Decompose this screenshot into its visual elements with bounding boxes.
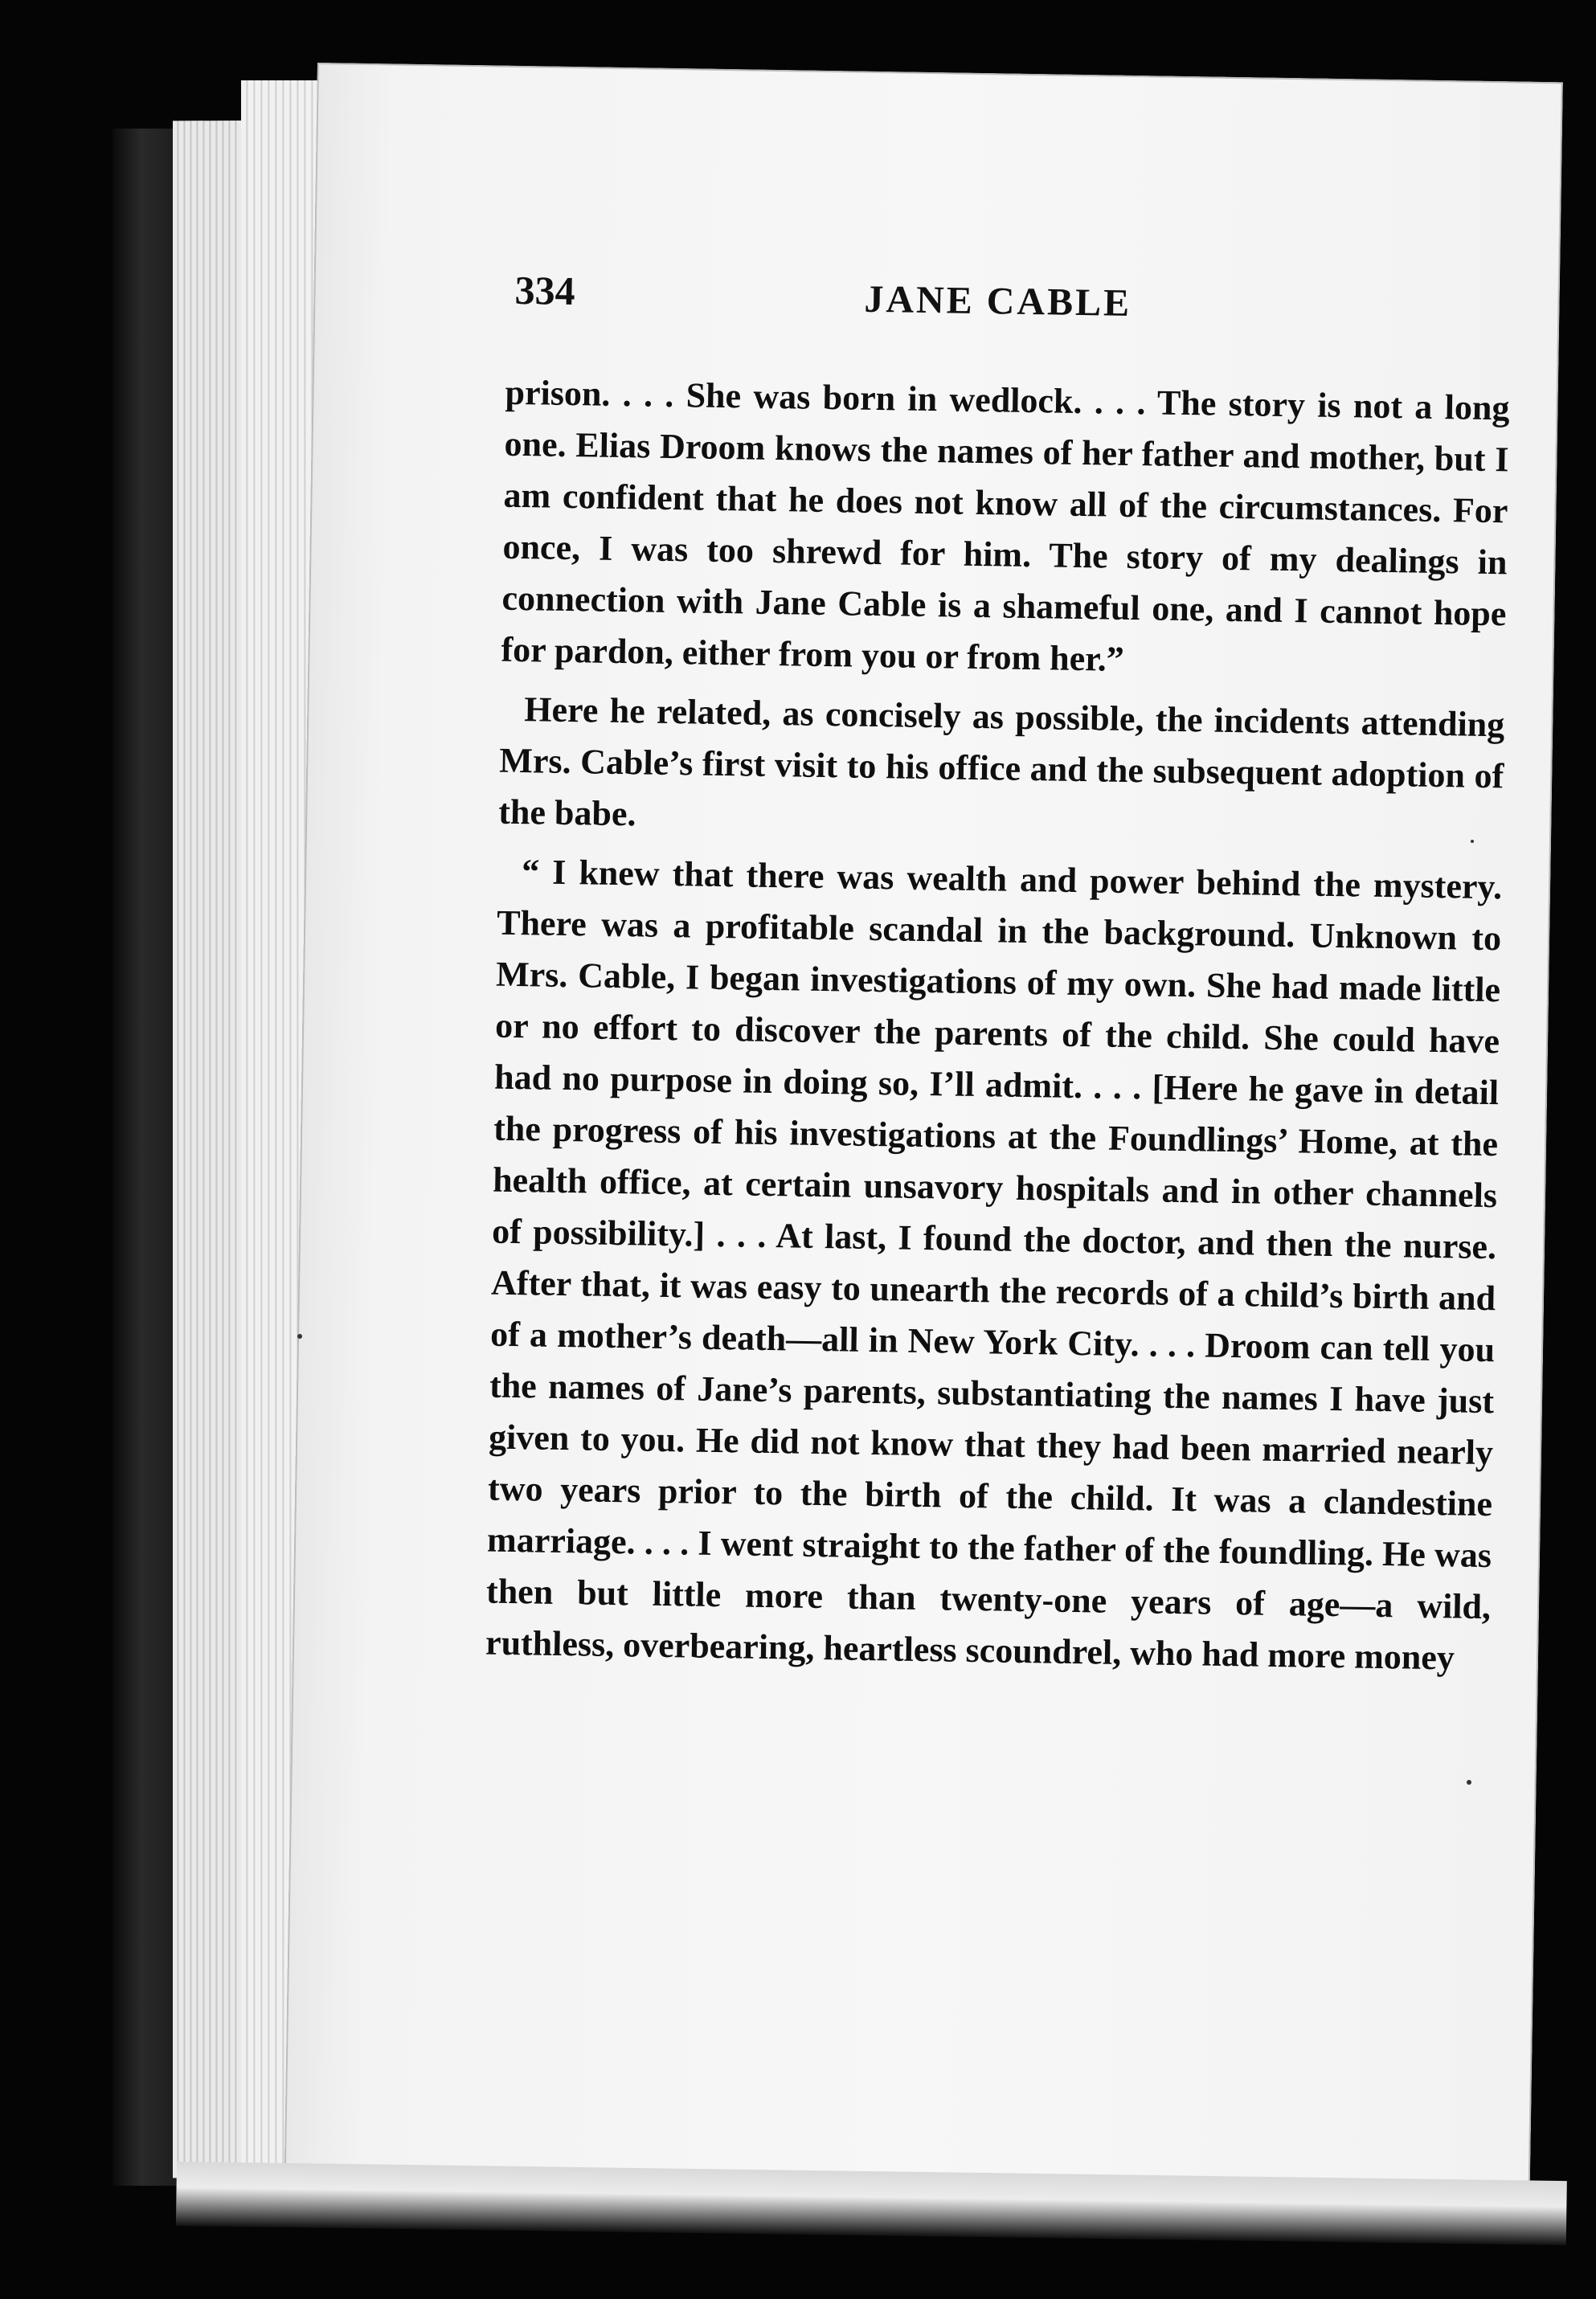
dust-speck — [297, 1334, 302, 1339]
page-text — [485, 367, 1509, 1692]
dust-speck — [1471, 840, 1474, 843]
dust-speck — [1467, 1780, 1471, 1785]
book-page — [284, 63, 1563, 2203]
paragraph-1: prison. . . . She was born in wedlock. . . . The story is not a long one. Elias Droom knows the names of her father and mother, but I am confident that he does not know all of the circumstances. For once, I was too shrewd for him. The story of my dealings in connection with Jane Cable is a shameful one, and I cannot hope for pardon, either from you or from her.” — [501, 372, 1510, 679]
running-head: JANE CABLE — [864, 277, 1132, 325]
paragraph-3: “ I knew that there was wealth and power behind the mystery. There was a profitable scandal in the background. Unknown to Mrs. Cable, I began investigations of my own. She had made little or no effort to discover the parents of the child. She could have had no purpose in doing so, I’ll admit. . . . [Here he gave in detail the progress of his investigations at the Foundlings’ Home, at the health office, at certain unsavory hospitals and in other channels of possibility.] . . . At last, I found the doctor, and then the nurse. After that, it was easy to unearth the records of a child’s birth and of a mother’s death—all in New York City. . . . Droom can tell you the names of Jane’s parents, substantiating the names I have just given to you. He did not know that they had been married nearly two years prior to the birth of the child. It was a clandestine marriage. . . . I went straight to the father of the foundling. He was then but little more than twenty-one years of age—a wild, ruthless, overbearing, heartless scoundrel, who had more money — [485, 852, 1503, 1678]
page-number: 334 — [514, 267, 576, 314]
paragraph-2: Here he related, as concisely as possible, the incidents attending Mrs. Cable’s first visit to his office and the subsequent adoption of the babe. — [498, 689, 1505, 834]
page-header — [514, 267, 1520, 347]
